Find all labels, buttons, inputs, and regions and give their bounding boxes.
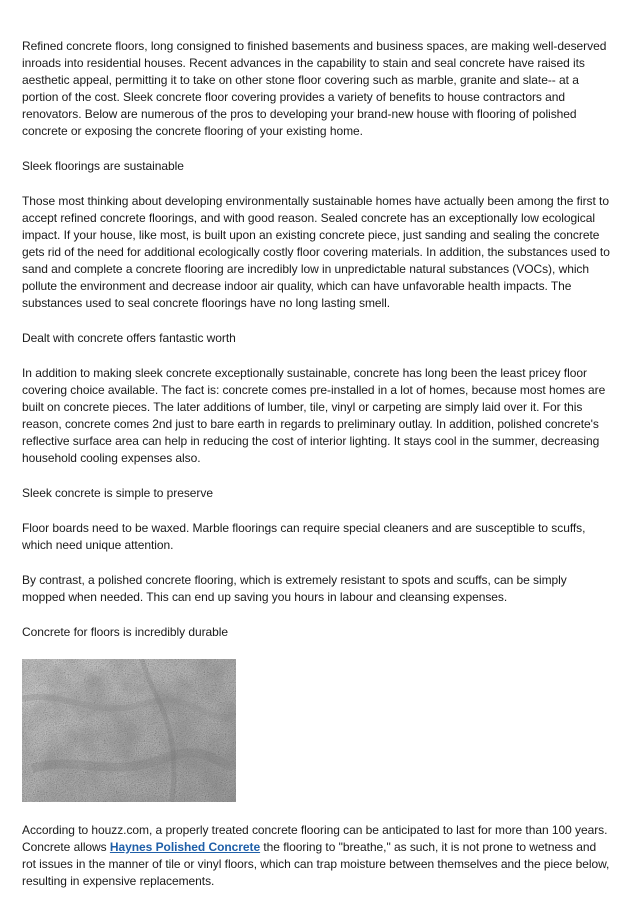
paragraph-intro: Refined concrete floors, long consigned to finished basements and business spaces, are making well-deserved inroads into residential houses. Recent advances in the capability to stain and seal concrete have raised its aesthetic appeal, permitting it to take on other stone floor covering such as marble, granite and slate-- at a portion of the cost. Sleek concrete floor covering provides a variety of benefits to house contractors and renovators. Below are numerous of the pros to developing your brand-new house with flooring of polished concrete or exposing the concrete flooring of your existing home. xyxy=(22,39,607,138)
heading-value: Dealt with concrete offers fantastic worth xyxy=(22,331,236,345)
paragraph-durable xyxy=(22,822,610,890)
concrete-floor-image xyxy=(22,659,236,802)
heading-maintain: Sleek concrete is simple to preserve xyxy=(22,486,213,500)
paragraph-sustainable: Those most thinking about developing environmentally sustainable homes have actually been among the first to accept refined concrete floorings, and with good reason. Sealed concrete has an exceptionally low ecological impact. If your house, like most, is built upon an existing concrete piece, just sanding and sealing the concrete gets rid of the need for additional ecologically costly floor covering materials. In addition, the substances used to sand and complete a concrete flooring are incredibly low in unpredictable natural substances (VOCs), which pollute the environment and decrease indoor air quality, which can have unfavorable health impacts. The substances used to seal concrete floorings have no long lasting smell. xyxy=(22,194,610,310)
paragraph-value: In addition to making sleek concrete exceptionally sustainable, concrete has long been the least pricey floor covering choice available. The fact is: concrete comes pre-installed in a lot of homes, because most homes are built on concrete pieces. The later additions of lumber, tile, vinyl or carpeting are simply laid over it. For this reason, concrete comes 2nd just to bare earth in regards to preliminary outlay. In addition, polished concrete's reflective surface area can help in reducing the cost of interior lighting. It stays cool in the summer, decreasing household cooling expenses also. xyxy=(22,366,606,465)
paragraph-durable-text-1: According to houzz.com, a properly treated concrete flooring can be anticipated to last for more than 100 years. Concrete allows xyxy=(22,823,608,854)
haynes-polished-concrete-link[interactable]: Haynes Polished Concrete xyxy=(109,840,261,854)
paragraph-maintain-1: Floor boards need to be waxed. Marble floorings can require special cleaners and are susceptible to scuffs, which need unique attention. xyxy=(22,521,586,552)
paragraph-durable-text-2: the flooring to "breathe," as such, it is not prone to wetness and rot issues in the manner of tile or vinyl floors, which can trap moisture between themselves and the piece below, resulting in expensive replacements. xyxy=(22,840,610,888)
paragraph-maintain-2: By contrast, a polished concrete flooring, which is extremely resistant to spots and scuffs, can be simply mopped when needed. This can end up saving you hours in labour and cleansing expenses. xyxy=(22,573,567,604)
heading-sustainable: Sleek floorings are sustainable xyxy=(22,159,184,173)
heading-durable: Concrete for floors is incredibly durable xyxy=(22,625,229,639)
